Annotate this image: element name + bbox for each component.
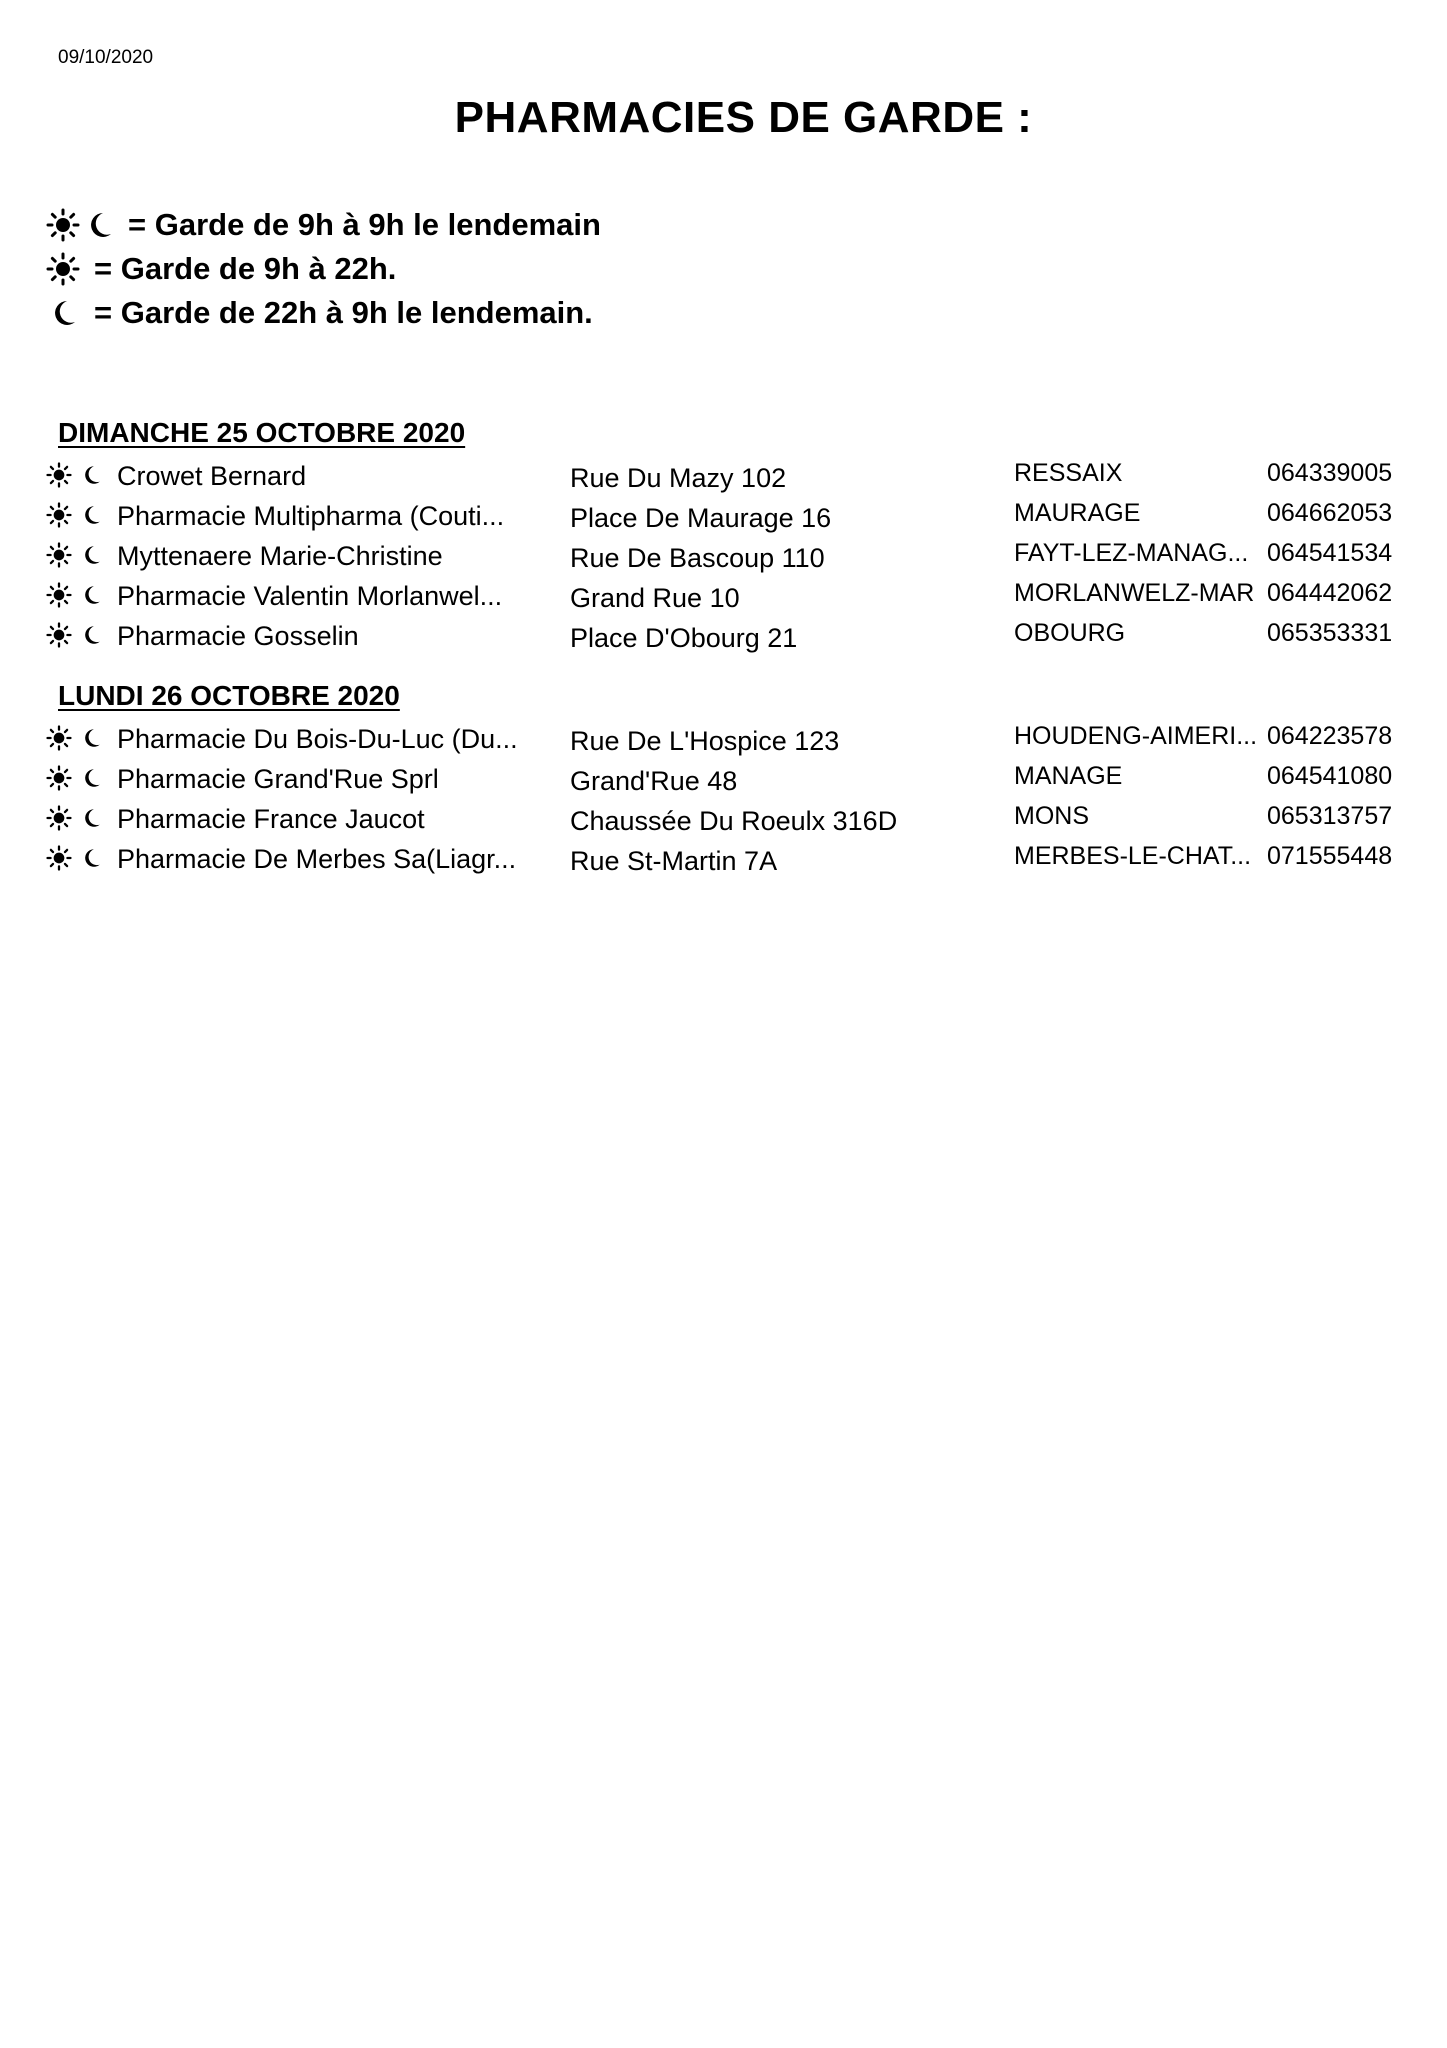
pharmacy-city: OBOURG xyxy=(1014,619,1126,647)
sun-icon xyxy=(46,462,72,488)
moon-icon xyxy=(80,624,102,646)
pharmacy-name: Pharmacie Gosselin xyxy=(117,621,359,651)
sun-icon xyxy=(46,805,72,831)
day-heading: DIMANCHE 25 OCTOBRE 2020 xyxy=(58,417,466,448)
table-row xyxy=(46,495,1406,535)
legend-row-day-and-night xyxy=(46,203,601,247)
sun-icon xyxy=(46,502,72,528)
pharmacy-street: Rue De L'Hospice 123 xyxy=(570,726,840,756)
legend-icons xyxy=(46,298,80,328)
document-date: 09/10/2020 xyxy=(58,47,154,68)
legend-text: = Garde de 22h à 9h le lendemain. xyxy=(94,295,593,330)
pharmacy-phone: 065353331 xyxy=(1267,619,1393,647)
pharmacy-city: MAURAGE xyxy=(1014,499,1141,527)
day-section-monday xyxy=(46,674,1406,878)
pharmacy-name: Pharmacie De Merbes Sa(Liagr... xyxy=(117,844,517,874)
table-row xyxy=(46,615,1406,655)
table-row xyxy=(46,535,1406,575)
sun-icon xyxy=(46,252,80,286)
pharmacy-name: Pharmacie Multipharma (Couti... xyxy=(117,501,505,531)
moon-icon xyxy=(80,807,102,829)
pharmacy-phone: 071555448 xyxy=(1267,842,1393,870)
pharmacy-phone: 064223578 xyxy=(1267,722,1393,750)
legend-icons xyxy=(46,208,114,242)
pharmacy-city: MANAGE xyxy=(1014,762,1123,790)
legend-text: = Garde de 9h à 9h le lendemain xyxy=(128,207,601,242)
pharmacy-city: MONS xyxy=(1014,802,1089,830)
pharmacy-street: Grand'Rue 48 xyxy=(570,766,738,796)
pharmacy-city: MORLANWELZ-MAR xyxy=(1014,579,1255,607)
pharmacy-name: Pharmacie Du Bois-Du-Luc (Du... xyxy=(117,724,518,754)
pharmacy-name: Myttenaere Marie-Christine xyxy=(117,541,443,571)
pharmacy-name: Crowet Bernard xyxy=(117,461,307,491)
pharmacy-phone: 065313757 xyxy=(1267,802,1393,830)
pharmacy-street: Rue St-Martin 7A xyxy=(570,846,778,876)
pharmacy-name: Pharmacie France Jaucot xyxy=(117,804,425,834)
sun-icon xyxy=(46,845,72,871)
moon-icon xyxy=(80,727,102,749)
moon-icon xyxy=(80,584,102,606)
pharmacy-phone: 064541080 xyxy=(1267,762,1393,790)
duty-icons xyxy=(46,582,102,608)
table-row xyxy=(46,718,1406,758)
pharmacy-city: RESSAIX xyxy=(1014,459,1123,487)
duty-icons xyxy=(46,462,102,488)
pharmacy-city: FAYT-LEZ-MANAG... xyxy=(1014,539,1249,567)
pharmacy-name: Pharmacie Grand'Rue Sprl xyxy=(117,764,439,794)
moon-icon xyxy=(80,847,102,869)
duty-icons xyxy=(46,725,102,751)
moon-icon xyxy=(80,544,102,566)
day-heading: LUNDI 26 OCTOBRE 2020 xyxy=(58,680,400,711)
pharmacy-name: Pharmacie Valentin Morlanwel... xyxy=(117,581,503,611)
duty-icons xyxy=(46,805,102,831)
table-row xyxy=(46,455,1406,495)
pharmacy-street: Chaussée Du Roeulx 316D xyxy=(570,806,898,836)
moon-icon xyxy=(80,504,102,526)
legend xyxy=(46,203,601,335)
sun-icon xyxy=(46,542,72,568)
sun-icon xyxy=(46,582,72,608)
table-row xyxy=(46,758,1406,798)
moon-icon xyxy=(80,767,102,789)
pharmacy-phone: 064442062 xyxy=(1267,579,1393,607)
pharmacy-phone: 064662053 xyxy=(1267,499,1393,527)
legend-text: = Garde de 9h à 22h. xyxy=(94,251,397,286)
pharmacy-phone: 064541534 xyxy=(1267,539,1393,567)
table-row xyxy=(46,575,1406,615)
pharmacy-city: MERBES-LE-CHAT... xyxy=(1014,842,1252,870)
legend-icons xyxy=(46,252,80,286)
pharmacy-city: HOUDENG-AIMERI... xyxy=(1014,722,1258,750)
day-section-sunday xyxy=(46,411,1406,655)
legend-row-day xyxy=(46,247,601,291)
pharmacy-street: Place D'Obourg 21 xyxy=(570,623,798,653)
page-title: PHARMACIES DE GARDE : xyxy=(454,93,1033,142)
sun-icon xyxy=(46,765,72,791)
table-row xyxy=(46,798,1406,838)
moon-icon xyxy=(84,210,114,240)
sun-icon xyxy=(46,622,72,648)
sun-icon xyxy=(46,208,80,242)
table-row xyxy=(46,838,1406,878)
duty-icons xyxy=(46,622,102,648)
sun-icon xyxy=(46,725,72,751)
pharmacy-street: Rue De Bascoup 110 xyxy=(570,543,825,573)
duty-icons xyxy=(46,542,102,568)
pharmacy-street: Grand Rue 10 xyxy=(570,583,740,613)
legend-row-night xyxy=(46,291,601,335)
pharmacy-street: Place De Maurage 16 xyxy=(570,503,832,533)
moon-icon xyxy=(48,298,78,328)
duty-icons xyxy=(46,845,102,871)
moon-icon xyxy=(80,464,102,486)
duty-icons xyxy=(46,765,102,791)
pharmacy-phone: 064339005 xyxy=(1267,459,1393,487)
duty-icons xyxy=(46,502,102,528)
pharmacy-street: Rue Du Mazy 102 xyxy=(570,463,787,493)
